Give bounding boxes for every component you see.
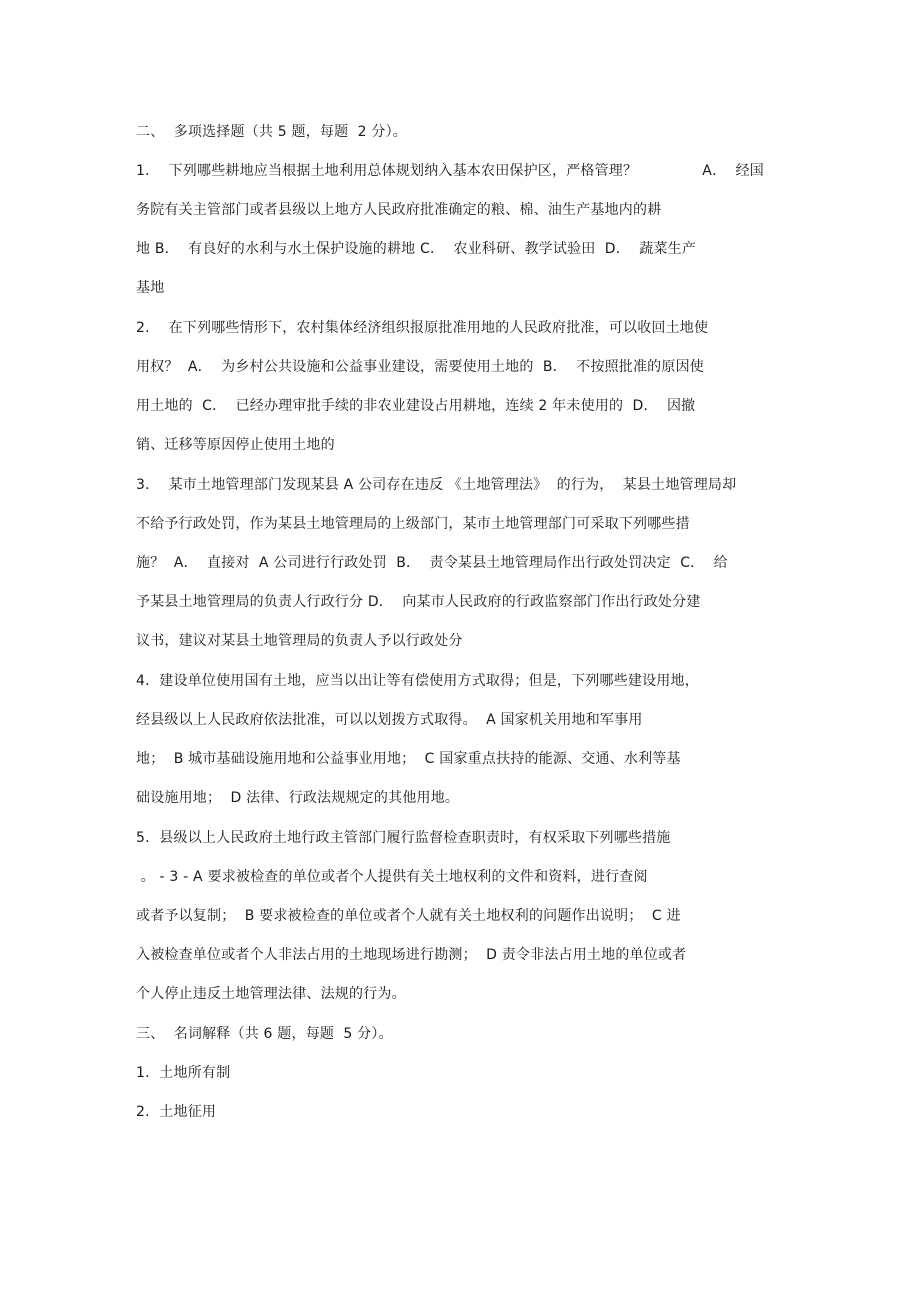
question-4-line-2: 经县级以上人民政府依法批准，可以以划拨方式取得。 A 国家机关用地和军事用 xyxy=(136,712,643,728)
question-1-line-4: 基地 xyxy=(136,280,165,296)
question-1-line-1: 1． 下列哪些耕地应当根据土地利用总体规划纳入基本农田保护区，严格管理？ A． 经国 xyxy=(136,163,764,179)
question-2-line-1: 2． 在下列哪些情形下，农村集体经济组织报原批准用地的人民政府批准，可以收回土地使 xyxy=(136,320,709,336)
question-3-line-3: 施？ A． 直接对 A 公司进行行政处罚 B． 责令某县土地管理局作出行政处罚决定 C． 给 xyxy=(136,555,728,571)
question-5-line-1: 5．县级以上人民政府土地行政主管部门履行监督检查职责时，有权采取下列哪些措施 xyxy=(136,830,671,846)
question-3-line-2: 不给予行政处罚，作为某县土地管理局的上级部门，某市土地管理部门可采取下列哪些措 xyxy=(136,516,690,532)
question-3-line-5: 议书，建议对某县土地管理局的负责人予以行政处分 xyxy=(136,633,463,649)
question-5-line-5: 个人停止违反土地管理法律、法规的行为。 xyxy=(136,986,406,1002)
question-3-line-4: 予某县土地管理局的负责人行政行分 D． 向某市人民政府的行政监察部门作出行政处分建 xyxy=(136,594,701,610)
question-2-line-4: 销、迁移等原因停止使用土地的 xyxy=(136,437,335,453)
section-3-heading: 三、 名词解释（共 6 题，每题 5 分）。 xyxy=(136,1026,393,1042)
question-1-line-2: 务院有关主管部门或者县级以上地方人民政府批准确定的粮、棉、油生产基地内的耕 xyxy=(136,202,662,218)
question-3-line-1: 3． 某市土地管理部门发现某县 A 公司存在违反 《土地管理法》 的行为， 某县土地管理局却 xyxy=(136,477,737,493)
question-2-line-2: 用权？ A． 为乡村公共设施和公益事业建设，需要使用土地的 B． 不按照批准的原因使 xyxy=(136,359,704,375)
question-2-line-3: 用土地的 C． 已经办理审批手续的非农业建设占用耕地，连续 2 年未使用的 D． 因撤 xyxy=(136,398,696,414)
question-4-line-3: 地； B 城市基础设施用地和公益事业用地； C 国家重点扶持的能源、交通、水利等基 xyxy=(136,751,681,767)
question-5-line-4: 入被检查单位或者个人非法占用的土地现场进行勘测； D 责令非法占用土地的单位或者 xyxy=(136,947,687,963)
question-4-line-4: 础设施用地； D 法律、行政法规规定的其他用地。 xyxy=(136,790,460,806)
question-1-line-3: 地 B． 有良好的水利与水土保护设施的耕地 C． 农业科研、教学试验田 D． 蔬菜生产 xyxy=(136,241,697,257)
question-4-line-1: 4．建设单位使用国有土地，应当以出让等有偿使用方式取得；但是，下列哪些建设用地， xyxy=(136,673,699,689)
term-2: 2．土地征用 xyxy=(136,1104,217,1120)
question-5-line-3: 或者予以复制； B 要求被检查的单位或者个人就有关土地权利的问题作出说明； C 进 xyxy=(136,908,681,924)
term-1: 1．土地所有制 xyxy=(136,1065,231,1081)
section-2-heading: 二、 多项选择题（共 5 题，每题 2 分）。 xyxy=(136,124,407,140)
question-5-line-2: 。 - 3 - A 要求被检查的单位或者个人提供有关土地权利的文件和资料，进行查阅 xyxy=(136,869,648,885)
